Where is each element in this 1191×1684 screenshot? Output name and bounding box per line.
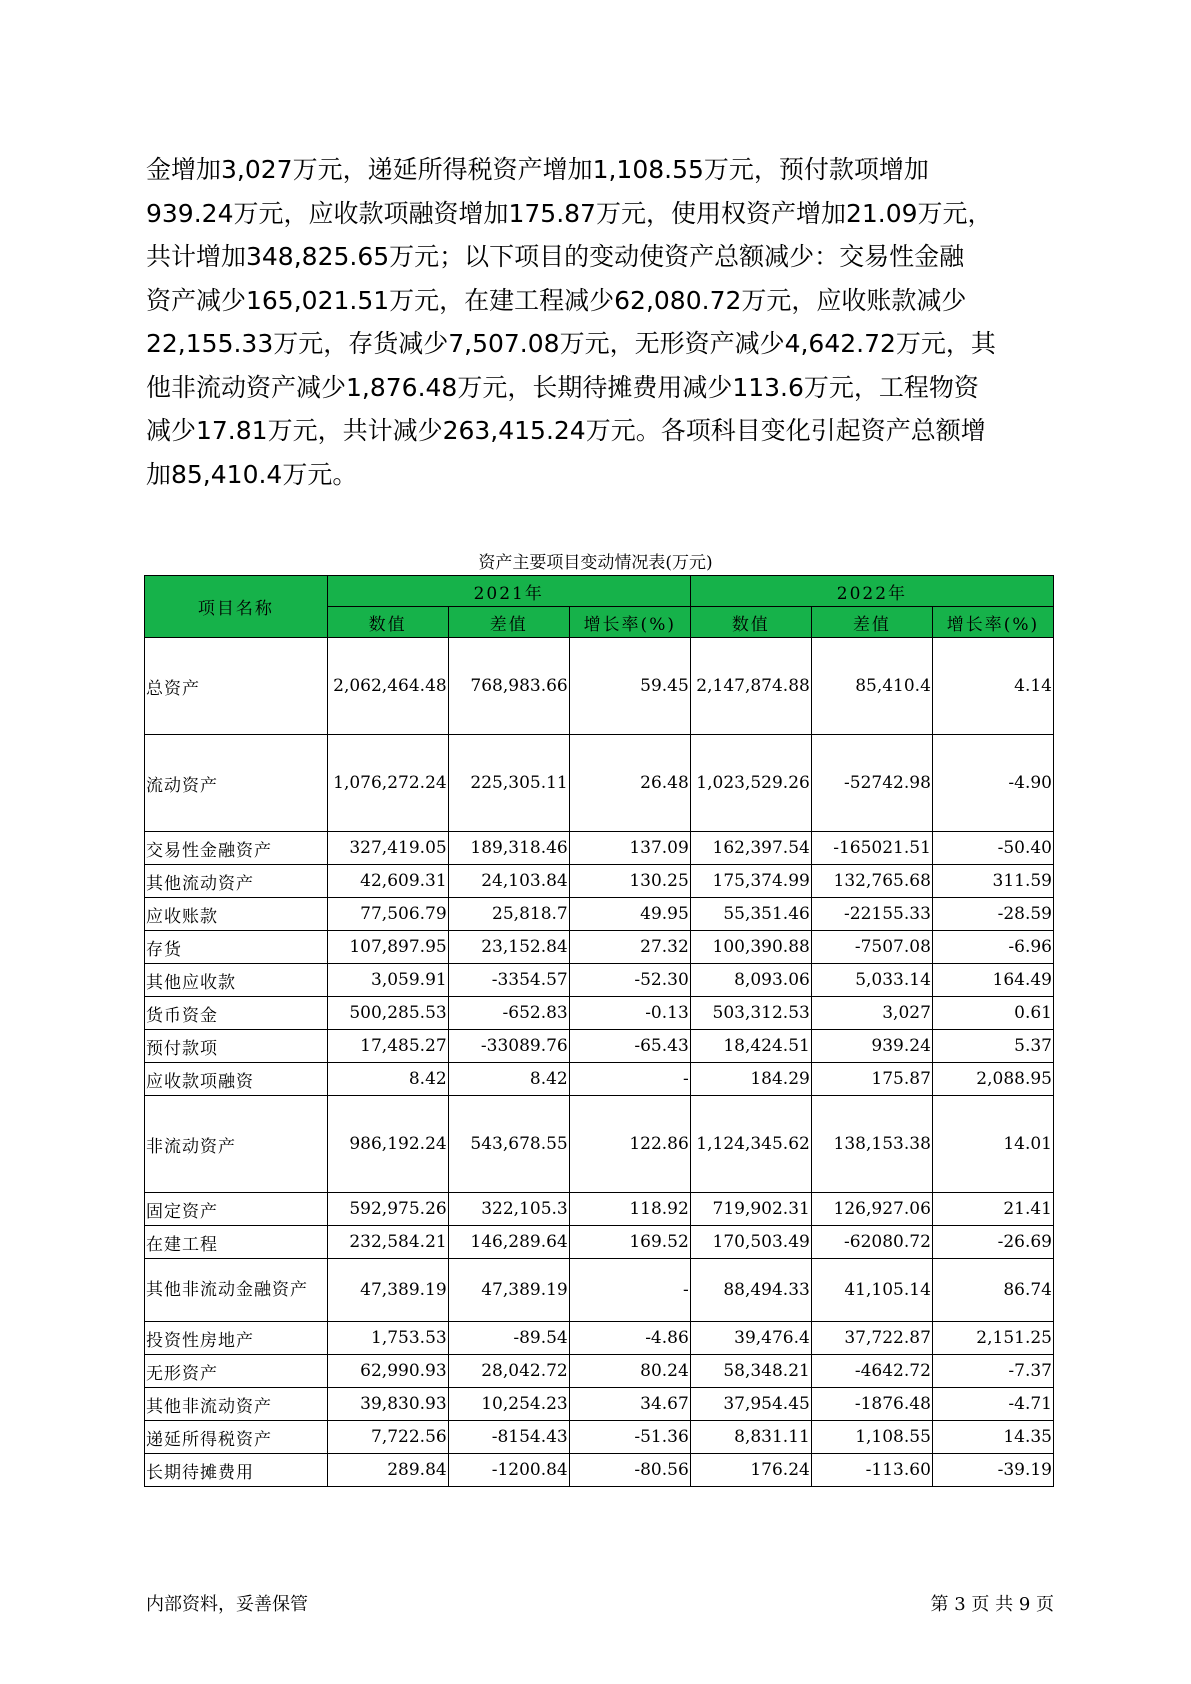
growth-2021-cell: - xyxy=(569,1259,690,1322)
table-row xyxy=(145,1193,1054,1226)
value-2021-cell: 39,830.93 xyxy=(327,1388,448,1421)
growth-2022-cell: -26.69 xyxy=(932,1226,1053,1259)
value-2022-cell: 37,954.45 xyxy=(690,1388,811,1421)
paragraph-line: 加85,410.4万元。 xyxy=(146,459,358,489)
growth-2022-cell: 311.59 xyxy=(932,865,1053,898)
row-name-cell: 应收款项融资 xyxy=(145,1063,328,1096)
header-diff-2022: 差值 xyxy=(811,607,932,638)
value-2022-cell: 39,476.4 xyxy=(690,1322,811,1355)
diff-2022-cell: 175.87 xyxy=(811,1063,932,1096)
growth-2022-cell: -39.19 xyxy=(932,1454,1053,1487)
value-2021-cell: 232,584.21 xyxy=(327,1226,448,1259)
growth-2022-cell: 4.14 xyxy=(932,638,1053,735)
diff-2022-cell: -22155.33 xyxy=(811,898,932,931)
header-growth-2021: 增长率(%) xyxy=(569,607,690,638)
row-name-cell: 总资产 xyxy=(145,638,328,735)
growth-2021-cell: -0.13 xyxy=(569,997,690,1030)
header-diff-2021: 差值 xyxy=(448,607,569,638)
growth-2021-cell: -4.86 xyxy=(569,1322,690,1355)
asset-change-table xyxy=(144,575,1054,1487)
row-name-cell: 递延所得税资产 xyxy=(145,1421,328,1454)
growth-2022-cell: 0.61 xyxy=(932,997,1053,1030)
growth-2022-cell: 2,088.95 xyxy=(932,1063,1053,1096)
growth-2022-cell: -4.90 xyxy=(932,735,1053,832)
diff-2022-cell: 37,722.87 xyxy=(811,1322,932,1355)
growth-2022-cell: 86.74 xyxy=(932,1259,1053,1322)
paragraph-line: 减少17.81万元，共计减少263,415.24万元。各项科目变化引起资产总额增 xyxy=(146,416,986,445)
value-2022-cell: 88,494.33 xyxy=(690,1259,811,1322)
row-name-cell: 无形资产 xyxy=(145,1355,328,1388)
growth-2022-cell: 5.37 xyxy=(932,1030,1053,1063)
diff-2021-cell: -89.54 xyxy=(448,1322,569,1355)
value-2022-cell: 1,023,529.26 xyxy=(690,735,811,832)
growth-2022-cell: 14.35 xyxy=(932,1421,1053,1454)
diff-2021-cell: 768,983.66 xyxy=(448,638,569,735)
value-2021-cell: 107,897.95 xyxy=(327,931,448,964)
growth-2021-cell: 130.25 xyxy=(569,865,690,898)
value-2022-cell: 170,503.49 xyxy=(690,1226,811,1259)
paragraph-line: 金增加3,027万元，递延所得税资产增加1,108.55万元，预付款项增加 xyxy=(146,155,929,184)
paragraph-line: 共计增加348,825.65万元；以下项目的变动使资产总额减少：交易性金融 xyxy=(146,242,965,271)
table-row xyxy=(145,964,1054,997)
value-2021-cell: 2,062,464.48 xyxy=(327,638,448,735)
table-row xyxy=(145,1259,1054,1322)
value-2021-cell: 7,722.56 xyxy=(327,1421,448,1454)
table-row xyxy=(145,898,1054,931)
table-row xyxy=(145,1030,1054,1063)
value-2021-cell: 592,975.26 xyxy=(327,1193,448,1226)
diff-2022-cell: -1876.48 xyxy=(811,1388,932,1421)
table-row xyxy=(145,1322,1054,1355)
growth-2021-cell: 137.09 xyxy=(569,832,690,865)
diff-2022-cell: 5,033.14 xyxy=(811,964,932,997)
diff-2022-cell: -165021.51 xyxy=(811,832,932,865)
growth-2022-cell: -28.59 xyxy=(932,898,1053,931)
diff-2021-cell: -33089.76 xyxy=(448,1030,569,1063)
diff-2021-cell: 543,678.55 xyxy=(448,1096,569,1193)
footer-confidential-note: 内部资料，妥善保管 xyxy=(146,1594,308,1615)
value-2021-cell: 500,285.53 xyxy=(327,997,448,1030)
value-2021-cell: 42,609.31 xyxy=(327,865,448,898)
row-name-cell: 存货 xyxy=(145,931,328,964)
row-name-cell: 在建工程 xyxy=(145,1226,328,1259)
table-row xyxy=(145,1421,1054,1454)
growth-2021-cell: 118.92 xyxy=(569,1193,690,1226)
value-2021-cell: 1,076,272.24 xyxy=(327,735,448,832)
value-2021-cell: 77,506.79 xyxy=(327,898,448,931)
growth-2021-cell: -65.43 xyxy=(569,1030,690,1063)
row-name-cell: 其他非流动金融资产 xyxy=(145,1259,328,1322)
growth-2022-cell: 164.49 xyxy=(932,964,1053,997)
diff-2021-cell: 47,389.19 xyxy=(448,1259,569,1322)
row-name-cell: 其他非流动资产 xyxy=(145,1388,328,1421)
diff-2022-cell: 939.24 xyxy=(811,1030,932,1063)
diff-2022-cell: -62080.72 xyxy=(811,1226,932,1259)
table-row xyxy=(145,1454,1054,1487)
header-value-2021: 数值 xyxy=(327,607,448,638)
diff-2021-cell: -1200.84 xyxy=(448,1454,569,1487)
diff-2021-cell: 189,318.46 xyxy=(448,832,569,865)
value-2022-cell: 8,093.06 xyxy=(690,964,811,997)
diff-2022-cell: 138,153.38 xyxy=(811,1096,932,1193)
paragraph-line: 资产减少165,021.51万元，在建工程减少62,080.72万元，应收账款减少 xyxy=(146,285,967,315)
table-row xyxy=(145,931,1054,964)
value-2022-cell: 55,351.46 xyxy=(690,898,811,931)
value-2022-cell: 18,424.51 xyxy=(690,1030,811,1063)
value-2021-cell: 327,419.05 xyxy=(327,832,448,865)
growth-2022-cell: -6.96 xyxy=(932,931,1053,964)
diff-2022-cell: 85,410.4 xyxy=(811,638,932,735)
footer-page-number: 第 3 页 共 9 页 xyxy=(930,1594,1054,1615)
growth-2021-cell: 26.48 xyxy=(569,735,690,832)
growth-2021-cell: 27.32 xyxy=(569,931,690,964)
table-row xyxy=(145,1226,1054,1259)
row-name-cell: 长期待摊费用 xyxy=(145,1454,328,1487)
value-2022-cell: 719,902.31 xyxy=(690,1193,811,1226)
growth-2021-cell: 80.24 xyxy=(569,1355,690,1388)
value-2022-cell: 2,147,874.88 xyxy=(690,638,811,735)
diff-2021-cell: 28,042.72 xyxy=(448,1355,569,1388)
value-2021-cell: 1,753.53 xyxy=(327,1322,448,1355)
growth-2022-cell: -50.40 xyxy=(932,832,1053,865)
diff-2022-cell: -113.60 xyxy=(811,1454,932,1487)
diff-2021-cell: -8154.43 xyxy=(448,1421,569,1454)
row-name-cell: 投资性房地产 xyxy=(145,1322,328,1355)
diff-2022-cell: -4642.72 xyxy=(811,1355,932,1388)
row-name-cell: 应收账款 xyxy=(145,898,328,931)
value-2022-cell: 175,374.99 xyxy=(690,865,811,898)
diff-2021-cell: 10,254.23 xyxy=(448,1388,569,1421)
growth-2021-cell: 49.95 xyxy=(569,898,690,931)
value-2021-cell: 47,389.19 xyxy=(327,1259,448,1322)
row-name-cell: 流动资产 xyxy=(145,735,328,832)
table-row xyxy=(145,1096,1054,1193)
growth-2021-cell: 169.52 xyxy=(569,1226,690,1259)
diff-2021-cell: 24,103.84 xyxy=(448,865,569,898)
table-row xyxy=(145,638,1054,735)
value-2022-cell: 184.29 xyxy=(690,1063,811,1096)
diff-2021-cell: 25,818.7 xyxy=(448,898,569,931)
growth-2022-cell: -7.37 xyxy=(932,1355,1053,1388)
diff-2021-cell: -652.83 xyxy=(448,997,569,1030)
row-name-cell: 预付款项 xyxy=(145,1030,328,1063)
diff-2021-cell: 23,152.84 xyxy=(448,931,569,964)
growth-2021-cell: 59.45 xyxy=(569,638,690,735)
diff-2021-cell: 146,289.64 xyxy=(448,1226,569,1259)
diff-2022-cell: 41,105.14 xyxy=(811,1259,932,1322)
diff-2022-cell: -7507.08 xyxy=(811,931,932,964)
header-item-name: 项目名称 xyxy=(145,576,328,638)
body-paragraph xyxy=(146,148,1046,496)
diff-2022-cell: 132,765.68 xyxy=(811,865,932,898)
row-name-cell: 非流动资产 xyxy=(145,1096,328,1193)
row-name-cell: 货币资金 xyxy=(145,997,328,1030)
value-2021-cell: 8.42 xyxy=(327,1063,448,1096)
growth-2022-cell: -4.71 xyxy=(932,1388,1053,1421)
row-name-cell: 其他应收款 xyxy=(145,964,328,997)
table-row xyxy=(145,832,1054,865)
row-name-cell: 交易性金融资产 xyxy=(145,832,328,865)
table-row xyxy=(145,735,1054,832)
growth-2021-cell: -80.56 xyxy=(569,1454,690,1487)
value-2021-cell: 289.84 xyxy=(327,1454,448,1487)
value-2022-cell: 58,348.21 xyxy=(690,1355,811,1388)
growth-2021-cell: 122.86 xyxy=(569,1096,690,1193)
growth-2021-cell: 34.67 xyxy=(569,1388,690,1421)
diff-2022-cell: 3,027 xyxy=(811,997,932,1030)
value-2021-cell: 986,192.24 xyxy=(327,1096,448,1193)
value-2021-cell: 17,485.27 xyxy=(327,1030,448,1063)
value-2022-cell: 8,831.11 xyxy=(690,1421,811,1454)
header-value-2022: 数值 xyxy=(690,607,811,638)
diff-2021-cell: 225,305.11 xyxy=(448,735,569,832)
growth-2021-cell: - xyxy=(569,1063,690,1096)
table-row xyxy=(145,1063,1054,1096)
value-2022-cell: 1,124,345.62 xyxy=(690,1096,811,1193)
paragraph-line: 22,155.33万元，存货减少7,507.08万元，无形资产减少4,642.72万元，其 xyxy=(146,329,996,358)
growth-2022-cell: 2,151.25 xyxy=(932,1322,1053,1355)
diff-2021-cell: 8.42 xyxy=(448,1063,569,1096)
table-caption: 资产主要项目变动情况表(万元) xyxy=(478,553,713,573)
table-row xyxy=(145,1355,1054,1388)
value-2022-cell: 176.24 xyxy=(690,1454,811,1487)
value-2022-cell: 100,390.88 xyxy=(690,931,811,964)
row-name-cell: 固定资产 xyxy=(145,1193,328,1226)
growth-2021-cell: -52.30 xyxy=(569,964,690,997)
growth-2021-cell: -51.36 xyxy=(569,1421,690,1454)
table-row xyxy=(145,1388,1054,1421)
growth-2022-cell: 21.41 xyxy=(932,1193,1053,1226)
growth-2022-cell: 14.01 xyxy=(932,1096,1053,1193)
diff-2022-cell: -52742.98 xyxy=(811,735,932,832)
row-name-cell: 其他流动资产 xyxy=(145,865,328,898)
diff-2022-cell: 1,108.55 xyxy=(811,1421,932,1454)
diff-2021-cell: -3354.57 xyxy=(448,964,569,997)
header-growth-2022: 增长率(%) xyxy=(932,607,1053,638)
value-2022-cell: 162,397.54 xyxy=(690,832,811,865)
value-2021-cell: 62,990.93 xyxy=(327,1355,448,1388)
value-2022-cell: 503,312.53 xyxy=(690,997,811,1030)
diff-2022-cell: 126,927.06 xyxy=(811,1193,932,1226)
table-row xyxy=(145,997,1054,1030)
value-2021-cell: 3,059.91 xyxy=(327,964,448,997)
paragraph-line: 939.24万元，应收款项融资增加175.87万元，使用权资产增加21.09万元， xyxy=(146,198,993,228)
paragraph-line: 他非流动资产减少1,876.48万元，长期待摊费用减少113.6万元，工程物资 xyxy=(146,372,979,402)
diff-2021-cell: 322,105.3 xyxy=(448,1193,569,1226)
table-row xyxy=(145,865,1054,898)
header-year-2022: 2022年 xyxy=(690,576,1053,607)
header-year-2021: 2021年 xyxy=(327,576,690,607)
